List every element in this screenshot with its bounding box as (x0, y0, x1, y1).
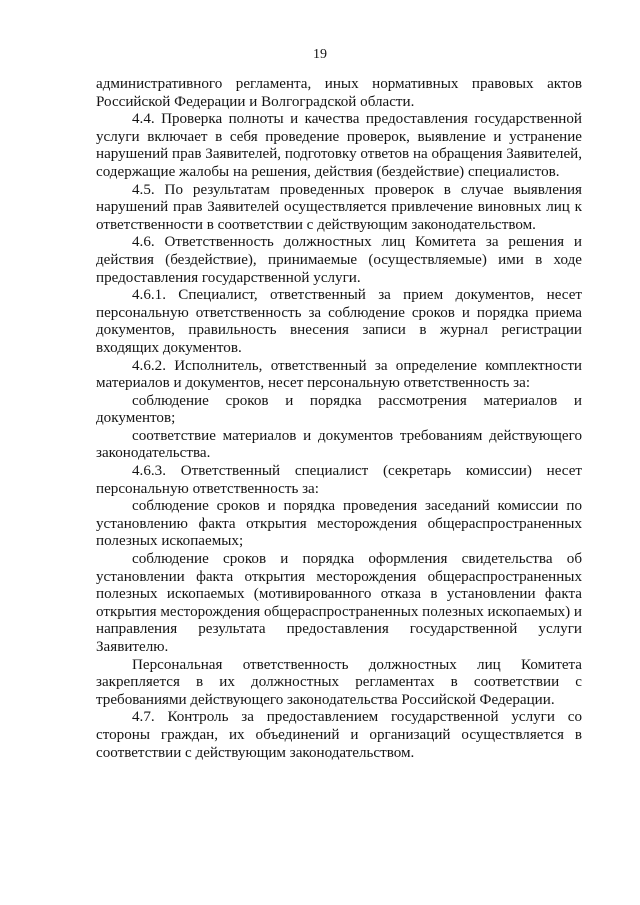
paragraph-continuation: административного регламента, иных нормативных правовых актов Российской Федерации и Волгоградской области. (96, 76, 582, 110)
list-item-commission-meetings: соблюдение сроков и порядка проведения заседаний комиссии по установлению факта открытия месторождения общераспространенных полезных ископаемых; (96, 498, 582, 550)
page-number: 19 (313, 47, 327, 62)
paragraph-4-7: 4.7. Контроль за предоставлением государственной услуги со стороны граждан, их объединений и организаций осуществляется в соответствии с действующим законодательством. (96, 709, 582, 761)
list-item-compliance: соответствие материалов и документов требованиям действующего законодательства. (96, 427, 582, 462)
list-item-deadlines: соблюдение сроков и порядка рассмотрения материалов и документов; (96, 392, 582, 427)
paragraph-4-6: 4.6. Ответственность должностных лиц Комитета за решения и действия (бездействие), принимаемые (осуществляемые) ими в ходе предоставления государственной услуги. (96, 234, 582, 286)
list-item-certificate: соблюдение сроков и порядка оформления свидетельства об установлении факта открытия месторождения общераспространенных полезных ископаемых (мотивированного отказа в установлении факта открытия месторождения общераспространенных полезных ископаемых) и направления результата предоставления государственной услуги Заявителю. (96, 551, 583, 655)
paragraph-4-5: 4.5. По результатам проведенных проверок в случае выявления нарушений прав Заявителей осуществляется привлечение виновных лиц к ответственности в соответствии с действующим законодательством. (96, 181, 582, 233)
paragraph-4-4: 4.4. Проверка полноты и качества предоставления государственной услуги включает в себя проведение проверок, выявление и устранение нарушений прав Заявителей, подготовку ответов на обращения Заявителей, содержащие жалобы на решения, действия (бездействие) специалистов. (96, 111, 582, 180)
paragraph-4-6-3: 4.6.3. Ответственный специалист (секретарь комиссии) несет персональную ответственность за: (96, 463, 582, 497)
paragraph-personal-responsibility: Персональная ответственность должностных лиц Комитета закрепляется в их должностных регламентах в соответствии с требованиями действующего законодательства Российской Федерации. (96, 656, 582, 708)
paragraph-4-6-1: 4.6.1. Специалист, ответственный за прием документов, несет персональную ответственность за соблюдение сроков и порядка приема документов, правильность внесения записи в журнал регистрации входящих документов. (96, 287, 582, 356)
paragraph-4-6-2: 4.6.2. Исполнитель, ответственный за определение комплектности материалов и документов, несет персональную ответственность за: (96, 357, 582, 392)
document-body (96, 76, 582, 762)
